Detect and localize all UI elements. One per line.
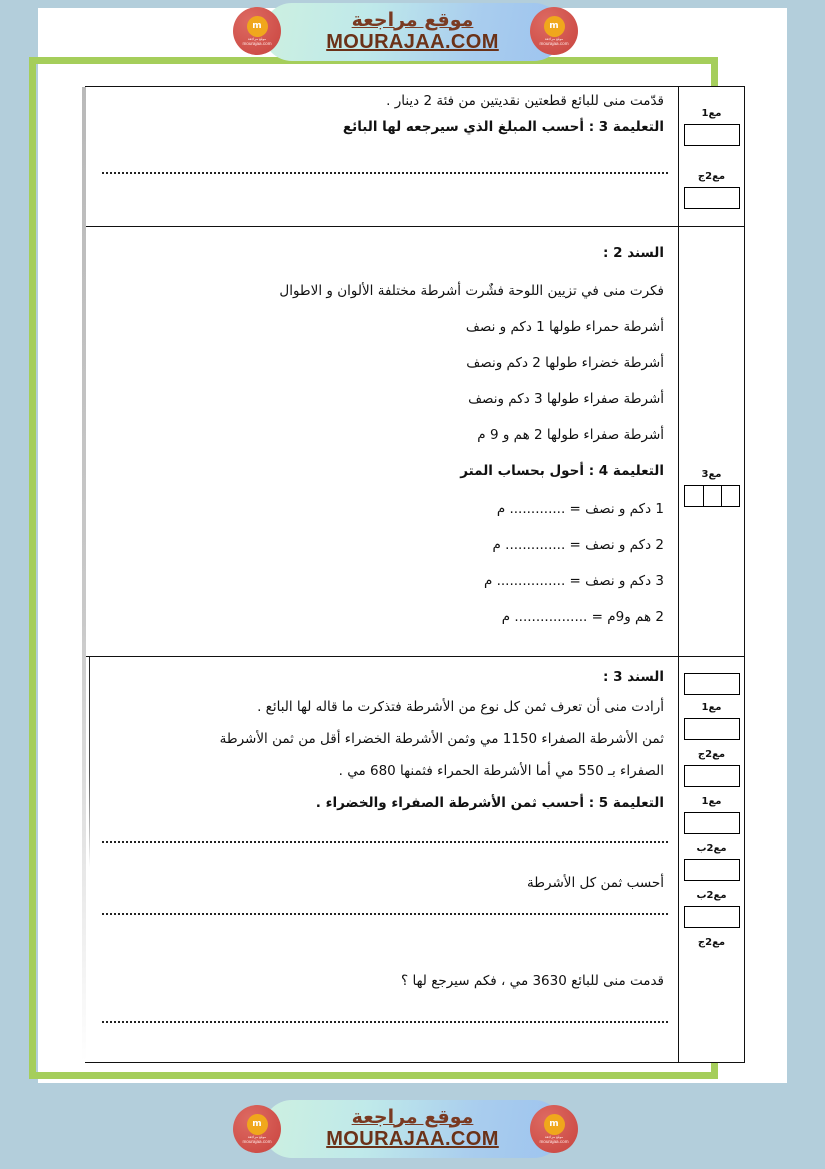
section3-line1: أرادت منى أن تعرف ثمن كل نوع من الأشرطة فتذكرت ما قاله لها البائع . (257, 699, 664, 715)
mark-box[interactable] (684, 124, 740, 146)
top-banner (0, 0, 825, 64)
bottom-banner-pill (263, 1100, 563, 1158)
section2-heading: السند 2 : (603, 245, 664, 261)
bottom-banner (0, 1089, 825, 1169)
worksheet-table (85, 86, 745, 1063)
section2-conversion-2[interactable]: 2 دكم و نصف = .............. م (492, 537, 664, 553)
mark-label: مع2ب (696, 843, 727, 854)
logo-label-url: mourajaa.com (539, 1139, 569, 1145)
section2-conversion-4[interactable]: 2 هم و9م = ................. م (501, 609, 664, 625)
logo-label-url: mourajaa.com (242, 41, 272, 47)
section1-marks-column (678, 87, 744, 226)
mark-label: مع1 (701, 108, 722, 119)
mark-box[interactable] (684, 187, 740, 209)
left-margin-rule (89, 657, 90, 867)
section2-item-1: أشرطة حمراء طولها 1 دكم و نصف (465, 319, 664, 335)
section2-conversion-1[interactable]: 1 دكم و نصف = ............. م (496, 501, 664, 517)
section3-content (86, 657, 678, 1062)
logo-label-url: mourajaa.com (539, 41, 569, 47)
banner-title-url: MOURAJAA.COM (326, 1128, 499, 1151)
logo-label-arabic: موقع مراجعة (247, 1134, 267, 1139)
section2-item-3: أشرطة صفراء طولها 3 دكم ونصف (468, 391, 664, 407)
section-exercise-3 (86, 87, 744, 227)
section3-line3: الصفراء بـ 550 مي أما الأشرطة الحمراء فثمنها 680 مي . (338, 763, 664, 779)
logo-label-arabic: موقع مراجعة (544, 1134, 564, 1139)
logo-inner-circle-icon: m (544, 1114, 565, 1135)
mark-label: مع1 (701, 702, 722, 713)
section1-line1: قدّمت منى للبائع قطعتين نقديتين من فئة 2 دينار . (386, 93, 664, 109)
answer-dotted-line[interactable] (102, 172, 668, 174)
answer-dotted-line[interactable] (102, 913, 668, 915)
mark-box[interactable] (684, 673, 740, 695)
section2-marks-column (678, 227, 744, 656)
mark-cell[interactable] (721, 486, 739, 506)
section1-instruction-3: التعليمة 3 : أحسب المبلغ الذي سيرجعه لها البائع (342, 119, 664, 135)
section2-item-4: أشرطة صفراء طولها 2 هم و 9 م (477, 427, 664, 443)
logo-label-url: mourajaa.com (242, 1139, 272, 1145)
mark-cell[interactable] (685, 486, 703, 506)
mark-label: مع3 (701, 469, 722, 480)
mark-box[interactable] (684, 906, 740, 928)
section2-instruction-4: التعليمة 4 : أحول بحساب المتر (460, 463, 664, 479)
mark-label: مع2ج (697, 171, 726, 182)
logo-badge-right-icon (530, 1105, 578, 1153)
logo-badge-left-icon (233, 7, 281, 55)
section2-item-2: أشرطة خضراء طولها 2 دكم ونصف (466, 355, 664, 371)
top-banner-pill (263, 3, 563, 61)
section3-instruction-5: التعليمة 5 : أحسب ثمن الأشرطة الصفراء والخضراء . (315, 795, 664, 811)
logo-badge-left-icon (233, 1105, 281, 1153)
section2-conversion-3[interactable]: 3 دكم و نصف = ................ م (483, 573, 664, 589)
banner-title-arabic: موقع مراجعة (351, 8, 474, 31)
section2-intro: فكرت منى في تزيين اللوحة فشٌرت أشرطة مختلفة الألوان و الاطوال (279, 283, 664, 299)
mark-cell[interactable] (703, 486, 721, 506)
logo-inner-circle-icon: m (247, 16, 268, 37)
logo-label-arabic: موقع مراجعة (247, 36, 267, 41)
logo-label-arabic: موقع مراجعة (544, 36, 564, 41)
mark-label: مع2ب (696, 890, 727, 901)
section2-content (86, 227, 678, 656)
section1-content (86, 87, 678, 226)
mark-box[interactable] (684, 765, 740, 787)
mark-box[interactable] (684, 859, 740, 881)
section3-line2: ثمن الأشرطة الصفراء 1150 مي وثمن الأشرطة الخضراء أقل من ثمن الأشرطة (219, 731, 664, 747)
section3-marks-column (678, 657, 744, 1062)
logo-badge-right-icon (530, 7, 578, 55)
mark-box[interactable] (684, 812, 740, 834)
section3-subquestion-2: قدمت منى للبائع 3630 مي ، فكم سيرجع لها ؟ (401, 973, 664, 989)
mark-box[interactable] (684, 718, 740, 740)
answer-dotted-line[interactable] (102, 841, 668, 843)
mark-label: مع2ج (697, 749, 726, 760)
section3-heading: السند 3 : (603, 669, 664, 685)
mark-label: مع2ج (697, 937, 726, 948)
mark-box-triple[interactable] (684, 485, 740, 507)
section3-subquestion-1: أحسب ثمن كل الأشرطة (527, 875, 664, 891)
logo-inner-circle-icon: m (247, 1114, 268, 1135)
section-support-3 (86, 657, 744, 1062)
mark-label: مع1 (701, 796, 722, 807)
banner-title-url: MOURAJAA.COM (326, 31, 499, 54)
logo-inner-circle-icon: m (544, 16, 565, 37)
section-support-2 (86, 227, 744, 657)
banner-title-arabic: موقع مراجعة (351, 1105, 474, 1128)
answer-dotted-line[interactable] (102, 1021, 668, 1023)
